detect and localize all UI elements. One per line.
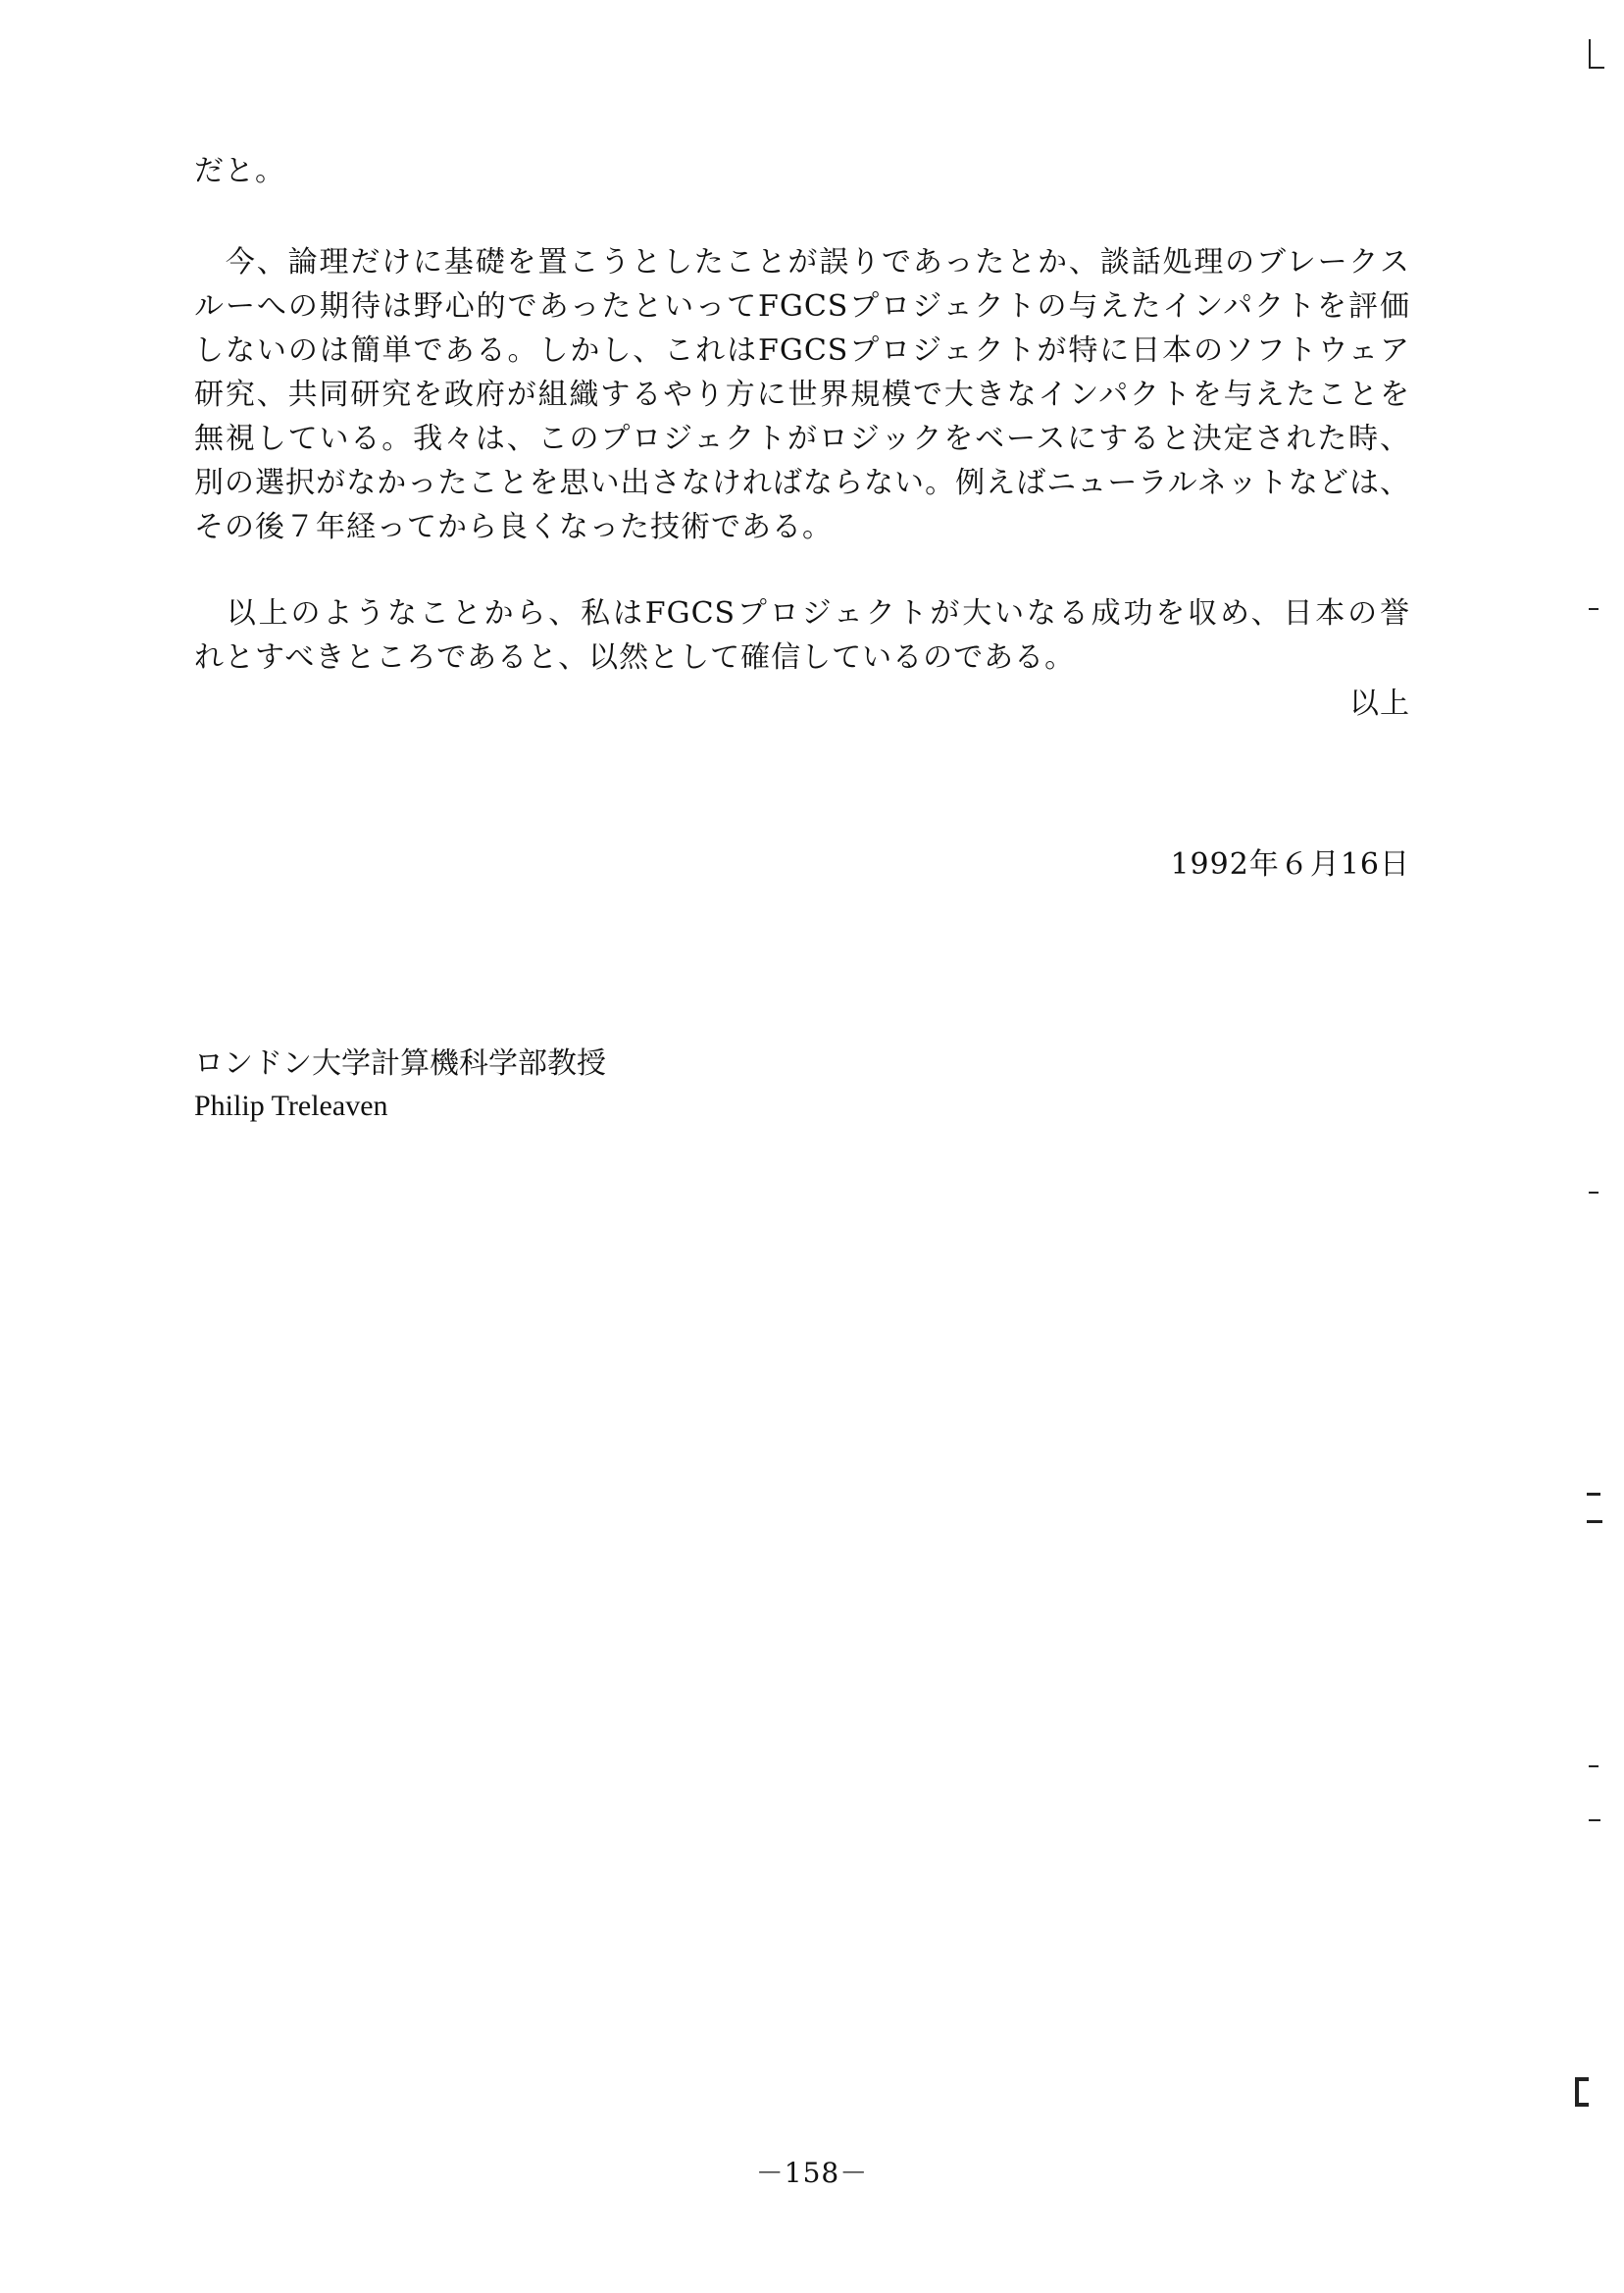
page-number: －158－	[755, 2157, 869, 2189]
scan-mark	[1589, 608, 1599, 610]
scan-mark	[1589, 1819, 1600, 1821]
paragraph-line: しないのは簡単である。しかし、これはFGCSプロジェクトが特に日本のソフトウェア	[194, 333, 1410, 368]
date: 1992年６月16日	[1170, 847, 1410, 882]
paragraph-line: 以上のようなことから、私はFGCSプロジェクトが大いなる成功を収め、日本の誉	[194, 596, 1410, 631]
paragraph-line: 研究、共同研究を政府が組織するやり方に世界規模で大きなインパクトを与えたことを	[194, 378, 1410, 412]
scan-mark	[1575, 2077, 1589, 2081]
paragraph-line: ルーへの期待は野心的であったといってFGCSプロジェクトの与えたインパクトを評価	[194, 289, 1410, 324]
paragraph-line: 今、論理だけに基礎を置こうとしたことが誤りであったとか、談話処理のブレークス	[194, 245, 1410, 280]
paragraph-line: 別の選択がなかったことを思い出さなければならない。例えばニューラルネットなどは、	[194, 466, 1410, 500]
scan-mark	[1587, 1493, 1600, 1496]
scan-mark	[1589, 1192, 1599, 1194]
scan-mark	[1589, 67, 1604, 69]
paragraph-line: 無視している。我々は、このプロジェクトがロジックをベースにすると決定された時、	[194, 422, 1410, 456]
paragraph-line: だと。	[194, 154, 285, 188]
scan-mark	[1587, 1520, 1602, 1523]
paragraph-line: れとすべきところであると、以然として確信しているのである。	[194, 640, 1076, 675]
signature-name: Philip Treleaven	[194, 1090, 388, 1122]
paragraph-line: その後７年経ってから良くなった技術である。	[194, 510, 833, 544]
scan-mark	[1589, 1765, 1599, 1767]
scan-mark	[1575, 2103, 1589, 2107]
closing-mark: 以上	[1349, 687, 1410, 721]
scan-mark	[1589, 39, 1591, 69]
signature-affiliation: ロンドン大学計算機科学部教授	[194, 1046, 606, 1081]
